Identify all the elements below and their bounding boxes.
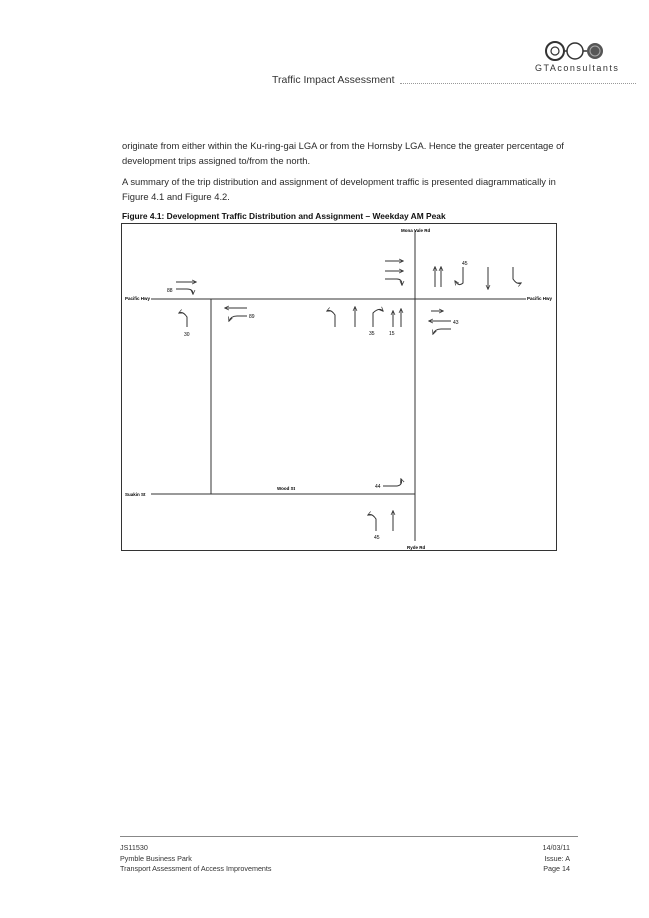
issue-date: 14/03/11 — [542, 843, 570, 852]
label-suakin-st: Suakin St — [125, 492, 146, 497]
south-approach-arrows — [327, 307, 401, 327]
vol-north-approach: 45 — [462, 261, 468, 267]
west-approach-arrows — [176, 282, 196, 294]
page-number: Page 14 — [543, 864, 570, 873]
north-west-in-arrows — [225, 308, 247, 321]
project-name: Pymble Business Park — [120, 853, 192, 863]
traffic-diagram — [121, 223, 557, 551]
issue-number: Issue: A — [544, 853, 570, 863]
report-title: Transport Assessment of Access Improvements — [120, 864, 272, 873]
vol-north-west-in: 89 — [249, 314, 255, 320]
paragraph-1: originate from either within the Ku-ring-gai LGA or from the Hornsby LGA. Hence the greater percentage of development trips assigned to/from the north. — [122, 140, 564, 166]
vol-ryde-rd-out: 45 — [374, 535, 380, 541]
north-side-turn-arrows — [435, 267, 521, 289]
header-title: Traffic Impact Assessment — [272, 74, 395, 86]
job-number: JS11530 — [120, 843, 148, 852]
label-pacific-hwy-right: Pacific Hwy — [527, 296, 553, 301]
footer-rule — [120, 836, 578, 837]
ryde-rd-out-arrows — [368, 511, 393, 531]
label-pacific-hwy-left: Pacific Hwy — [125, 296, 151, 301]
vol-west-left-out: 30 — [184, 332, 190, 338]
north-approach-arrows — [385, 261, 403, 285]
vol-wood-st-in: 44 — [375, 484, 381, 490]
figure-caption: Figure 4.1: Development Traffic Distribution and Assignment – Weekday AM Peak — [122, 211, 446, 221]
west-left-out-arrow — [179, 313, 187, 328]
vol-west-approach: 88 — [167, 288, 173, 294]
label-mona-vale-rd: Mona Vale Rd — [401, 228, 431, 233]
label-wood-st: Wood St — [277, 486, 296, 491]
diagram-frame — [122, 224, 557, 551]
paragraph-2: A summary of the trip distribution and assignment of development traffic is presented diagrammatically in Figure 4.1 and Figure 4.2. — [122, 176, 556, 202]
vol-east-in: 43 — [453, 320, 459, 326]
label-ryde-rd: Ryde Rd — [407, 545, 426, 550]
footer-left — [120, 843, 272, 875]
vol-south-right: 15 — [389, 331, 395, 337]
brand-name: GTAconsultants — [535, 63, 620, 73]
footer-right — [500, 843, 570, 875]
wood-st-in-arrow — [383, 479, 402, 486]
vol-south-left: 35 — [369, 331, 375, 337]
header-rule — [400, 83, 636, 84]
east-in-arrows — [429, 311, 451, 334]
